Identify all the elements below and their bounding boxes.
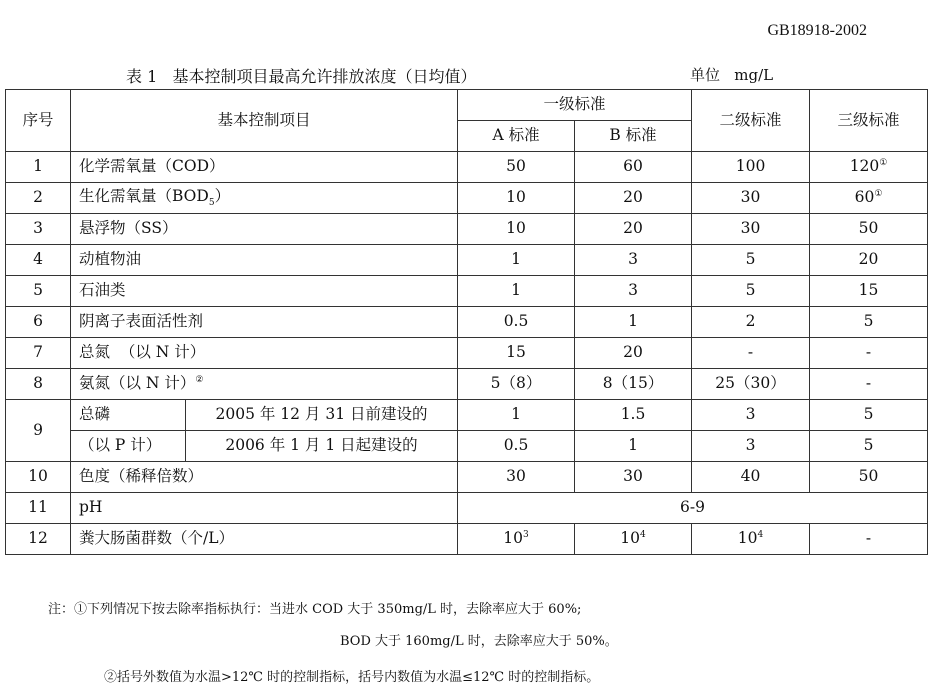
- row-a: 1: [458, 245, 575, 276]
- row-l3-value: 120: [849, 157, 880, 176]
- row-no: 4: [6, 245, 71, 276]
- row-l2: 25（30）: [692, 369, 810, 400]
- row-item-text-end: ）: [214, 186, 231, 205]
- header-no: 序号: [6, 90, 71, 152]
- row-item: 动植物油: [71, 245, 458, 276]
- header-level1: 一级标准: [458, 90, 692, 121]
- row-a: 15: [458, 338, 575, 369]
- row-item: 化学需氧量（COD）: [71, 152, 458, 183]
- row-l2: 30: [692, 183, 810, 214]
- table-row: [6, 493, 928, 524]
- row-no: 2: [6, 183, 71, 214]
- row-no: 11: [6, 493, 71, 524]
- row-a-base: 10: [503, 529, 524, 548]
- row-a: [458, 524, 575, 555]
- row-l3: 50: [810, 462, 928, 493]
- row-l3: 50: [810, 214, 928, 245]
- table-row: [6, 462, 928, 493]
- row-l2: 3: [692, 431, 810, 462]
- header-level3: 三级标准: [810, 90, 928, 152]
- table-row: [6, 431, 928, 462]
- row-l3: -: [810, 524, 928, 555]
- row-no: 8: [6, 369, 71, 400]
- row-item-footnote: ②: [195, 375, 204, 386]
- row-b: 20: [575, 338, 692, 369]
- unit-label: 单位 mg/L: [690, 66, 774, 84]
- row-l3-value: 60: [854, 188, 875, 207]
- row-a: 10: [458, 183, 575, 214]
- row-l2: 3: [692, 400, 810, 431]
- row-item: pH: [71, 493, 458, 524]
- row-l2: 40: [692, 462, 810, 493]
- row-b: 30: [575, 462, 692, 493]
- table-row: [6, 338, 928, 369]
- row-l2-base: 10: [737, 529, 758, 548]
- row-item-group-2: （以 P 计）: [71, 431, 186, 462]
- row-b: 1: [575, 431, 692, 462]
- row-item: 石油类: [71, 276, 458, 307]
- control-items-table: [5, 89, 928, 555]
- header-row-1: [6, 90, 928, 121]
- row-l2: 30: [692, 214, 810, 245]
- row-l2: [692, 524, 810, 555]
- row-a: 50: [458, 152, 575, 183]
- row-b: 1: [575, 307, 692, 338]
- row-a-exponent: 3: [523, 530, 529, 541]
- row-condition: 2005 年 12 月 31 日前建设的: [186, 400, 458, 431]
- row-b: [575, 524, 692, 555]
- footnote-1: 注：①下列情况下按去除率指标执行：当进水 COD 大于 350mg/L 时，去除率应大于 60%;: [48, 602, 582, 617]
- row-no: 3: [6, 214, 71, 245]
- row-l2: 2: [692, 307, 810, 338]
- row-condition: 2006 年 1 月 1 日起建设的: [186, 431, 458, 462]
- table-caption: 表 1 基本控制项目最高允许排放浓度（日均值）: [126, 67, 477, 86]
- row-item: 粪大肠菌群数（个/L）: [71, 524, 458, 555]
- table-row: [6, 400, 928, 431]
- row-span-value: 6-9: [458, 493, 928, 524]
- row-b: 1.5: [575, 400, 692, 431]
- row-l3: -: [810, 338, 928, 369]
- row-item: 色度（稀释倍数）: [71, 462, 458, 493]
- row-item: 悬浮物（SS）: [71, 214, 458, 245]
- row-a: 5（8）: [458, 369, 575, 400]
- row-item: 总氮 （以 N 计）: [71, 338, 458, 369]
- row-a: 1: [458, 276, 575, 307]
- table-row: [6, 214, 928, 245]
- row-item-text: 生化需氧量（BOD: [79, 186, 209, 205]
- row-l3: 20: [810, 245, 928, 276]
- row-l2: 100: [692, 152, 810, 183]
- row-no: 9: [6, 400, 71, 462]
- header-item: 基本控制项目: [71, 90, 458, 152]
- row-l2: 5: [692, 245, 810, 276]
- row-no: 1: [6, 152, 71, 183]
- row-b: 20: [575, 214, 692, 245]
- table-row: [6, 152, 928, 183]
- row-a: 0.5: [458, 307, 575, 338]
- row-b: 20: [575, 183, 692, 214]
- row-a: 10: [458, 214, 575, 245]
- row-no: 5: [6, 276, 71, 307]
- row-l3: 15: [810, 276, 928, 307]
- row-no: 10: [6, 462, 71, 493]
- row-b-exponent: 4: [640, 530, 646, 541]
- table-row: [6, 369, 928, 400]
- row-item: [71, 369, 458, 400]
- footnote-1-continued: BOD 大于 160mg/L 时，去除率应大于 50%。: [340, 634, 618, 649]
- table-row: [6, 183, 928, 214]
- table-row: [6, 245, 928, 276]
- table-row: [6, 276, 928, 307]
- row-item-subscript: 5: [208, 197, 215, 208]
- row-l2: 5: [692, 276, 810, 307]
- row-l3: 5: [810, 431, 928, 462]
- row-a: 30: [458, 462, 575, 493]
- row-l2: -: [692, 338, 810, 369]
- row-l3: -: [810, 369, 928, 400]
- row-item-text: 氨氮（以 N 计）: [79, 374, 196, 393]
- row-l3-footnote: ①: [879, 158, 888, 169]
- row-l3: [810, 183, 928, 214]
- row-a: 0.5: [458, 431, 575, 462]
- row-b: 8（15）: [575, 369, 692, 400]
- table-row: [6, 307, 928, 338]
- standard-code: GB18918-2002: [767, 22, 867, 39]
- row-a: 1: [458, 400, 575, 431]
- table-row: [6, 524, 928, 555]
- row-l3: [810, 152, 928, 183]
- row-l2-exponent: 4: [757, 530, 764, 541]
- row-no: 7: [6, 338, 71, 369]
- row-l3-footnote: ①: [874, 189, 883, 200]
- header-level2: 二级标准: [692, 90, 810, 152]
- row-l3: 5: [810, 400, 928, 431]
- row-b-base: 10: [620, 529, 641, 548]
- row-item-group-1: 总磷: [71, 400, 186, 431]
- footnote-2: ②括号外数值为水温>12℃ 时的控制指标，括号内数值为水温≤12℃ 时的控制指标。: [104, 670, 600, 685]
- row-l3: 5: [810, 307, 928, 338]
- row-b: 3: [575, 276, 692, 307]
- row-b: 60: [575, 152, 692, 183]
- header-b-standard: B 标准: [575, 121, 692, 152]
- row-item: 阴离子表面活性剂: [71, 307, 458, 338]
- row-no: 12: [6, 524, 71, 555]
- row-no: 6: [6, 307, 71, 338]
- row-item: [71, 183, 458, 214]
- row-b: 3: [575, 245, 692, 276]
- header-a-standard: A 标准: [458, 121, 575, 152]
